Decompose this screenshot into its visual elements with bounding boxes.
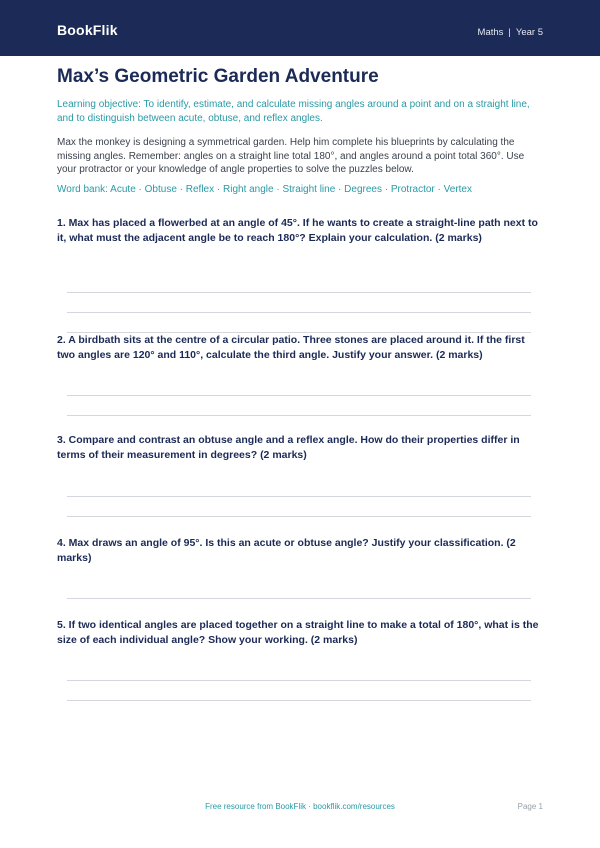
answer-line[interactable] — [67, 292, 531, 293]
answer-line[interactable] — [67, 598, 531, 599]
question-2: 2. A birdbath sits at the centre of a circular patio. Three stones are placed around it. If the first two angles are 120° and 110°, calculate the third angle. Justify your answer. (2 marks) — [57, 334, 525, 361]
learning-objective: Learning objective: To identify, estimate, and calculate missing angles around a point and on a straight line, and to distinguish between acute, obtuse, and reflex angles. — [57, 99, 530, 124]
page-number: Page 1 — [517, 802, 543, 811]
worksheet-title: Max’s Geometric Garden Adventure — [57, 66, 379, 87]
footer-credit: Free resource from BookFlik · bookflik.com/resources — [205, 802, 395, 811]
answer-line[interactable] — [67, 496, 531, 497]
question-1: 1. Max has placed a flowerbed at an angle of 45°. If he wants to create a straight-line path next to it, what must the adjacent angle be to reach 180°? Explain your calculation. (2 marks) — [57, 217, 538, 244]
word-bank: Word bank: Acute · Obtuse · Reflex · Right angle · Straight line · Degrees · Protractor · Vertex — [57, 184, 472, 195]
year-label: Year 5 — [515, 27, 543, 38]
meta-separator: | — [508, 27, 511, 38]
subject-label: Maths — [477, 27, 504, 38]
answer-line[interactable] — [67, 415, 531, 416]
question-4: 4. Max draws an angle of 95°. Is this an acute or obtuse angle? Justify your classification. (2 marks) — [57, 537, 516, 564]
answer-line[interactable] — [67, 516, 531, 517]
answer-line[interactable] — [67, 395, 531, 396]
question-5: 5. If two identical angles are placed together on a straight line to make a total of 180°, what is the size of each individual angle? Show your working. (2 marks) — [57, 619, 539, 646]
question-3: 3. Compare and contrast an obtuse angle and a reflex angle. How do their properties differ in terms of their measurement in degrees? (2 marks) — [57, 434, 520, 461]
answer-line[interactable] — [67, 312, 531, 313]
answer-line[interactable] — [67, 680, 531, 681]
brand-logo-text: BookFlik — [57, 22, 118, 38]
answer-line[interactable] — [67, 700, 531, 701]
header-bar — [0, 0, 600, 56]
intro-paragraph: Max the monkey is designing a symmetrical garden. Help him complete his blueprints by calculating the missing angles. Remember: angles on a straight line total 180°, and angles around a point total 360°. Use your protractor or your knowledge of angle properties to solve the puzzles below. — [57, 137, 525, 175]
header-meta — [478, 27, 543, 38]
